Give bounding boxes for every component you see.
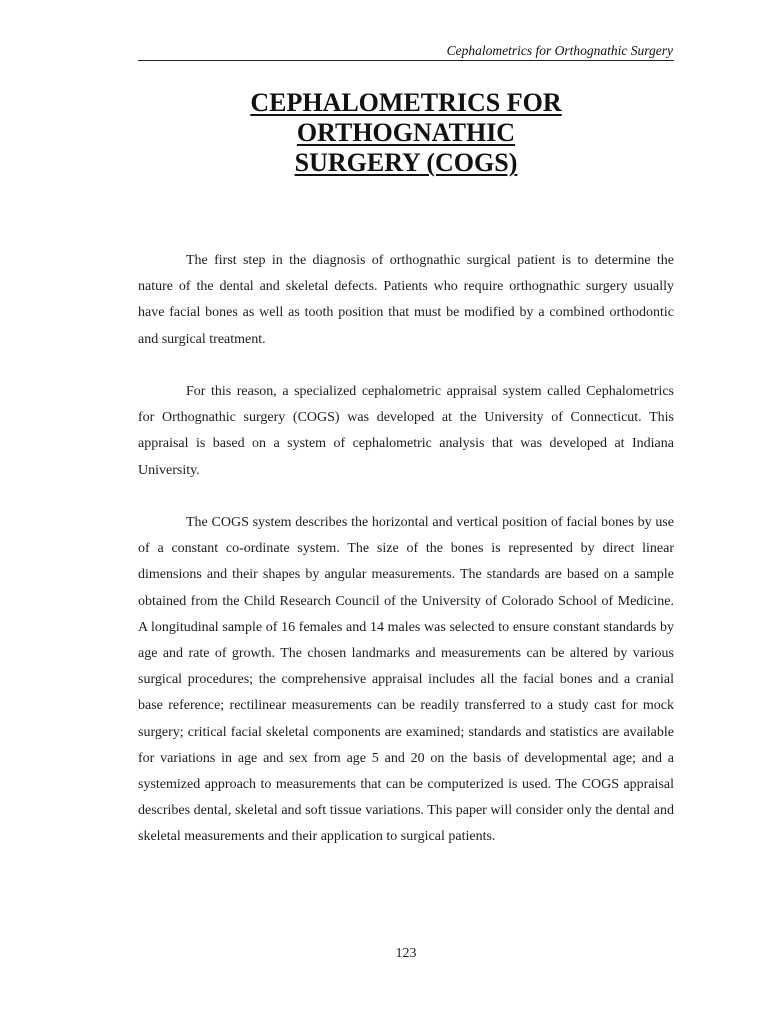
body-paragraph-3: The COGS system describes the horizontal and vertical position of facial bones by use of a constant co-ordinate system. The size of the bones is represented by direct linear dimensions and their shapes by angular measurements. The standards are based on a sample obtained from the Child Research Council of the University of Colorado School of Medicine. A longitudinal sample of 16 females and 14 males was selected to ensure constant standards by age and rate of growth. The chosen landmarks and measurements can be altered by various surgical procedures; the comprehensive appraisal includes all the facial bones and a cranial base reference; rectilinear measurements can be readily transferred to a study cast for mock surgery; critical facial skeletal components are examined; standards and statistics are available for variations in age and sex from age 5 and 20 on the basis of developmental age; and a systemized approach to measurements that can be computerized is used. The COGS appraisal describes dental, skeletal and soft tissue variations. This paper will consider only the dental and skeletal measurements and their application to surgical patients. [138,515,674,845]
body-paragraph-2: For this reason, a specialized cephalometric appraisal system called Cephalometrics for Orthognathic surgery (COGS) was developed at the University of Connecticut. This appraisal is based on a system of cephalometric analysis that was developed at Indiana University. [138,384,674,478]
page-number: 123 [395,946,417,961]
body-paragraph-1: The first step in the diagnosis of orthognathic surgical patient is to determine the nature of the dental and skeletal defects. Patients who require orthognathic surgery usually have facial bones as well as tooth position that must be modified by a combined orthodontic and surgical treatment. [138,253,674,347]
header-rule [138,60,674,61]
chapter-title [138,88,674,178]
chapter-title-line-1: CEPHALOMETRICS FOR [250,88,562,117]
chapter-title-line-3: SURGERY (COGS) [294,148,518,177]
running-header: Cephalometrics for Orthognathic Surgery [446,43,673,58]
chapter-title-line-2: ORTHOGNATHIC [296,118,516,147]
